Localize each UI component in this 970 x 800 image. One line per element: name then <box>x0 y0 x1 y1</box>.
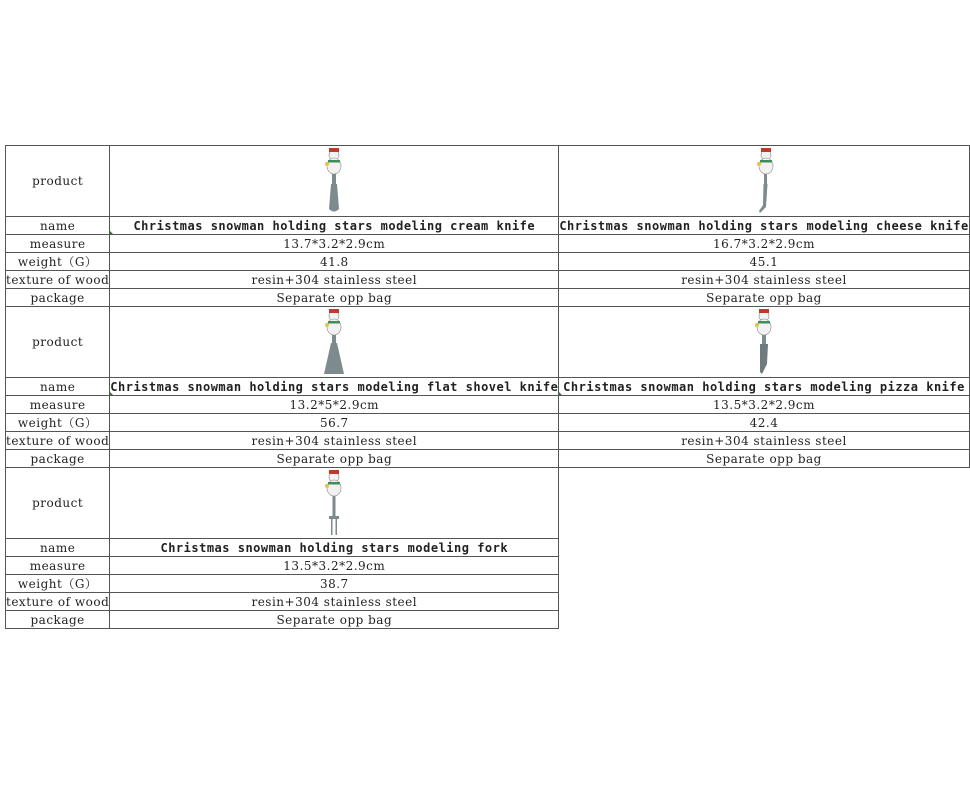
product-texture: resin+304 stainless steel <box>559 432 969 450</box>
name-label: name <box>6 217 110 235</box>
package-label: package <box>6 450 110 468</box>
name-label: name <box>6 378 110 396</box>
product-measure: 13.5*3.2*2.9cm <box>559 396 969 414</box>
product-image-cell <box>559 307 969 378</box>
product-name: Christmas snowman holding stars modeling pizza knife <box>559 378 969 396</box>
product-weight: 41.8 <box>110 253 559 271</box>
product-package: Separate opp bag <box>110 289 559 307</box>
cream-knife-icon <box>314 147 354 215</box>
flat-shovel-knife-icon <box>314 308 354 376</box>
product-image-cell <box>110 307 559 378</box>
product-package: Separate opp bag <box>559 289 969 307</box>
product-package: Separate opp bag <box>559 450 969 468</box>
product-measure: 13.2*5*2.9cm <box>110 396 559 414</box>
measure-label: measure <box>6 557 110 575</box>
product-measure: 13.5*3.2*2.9cm <box>110 557 559 575</box>
product-weight: 42.4 <box>559 414 969 432</box>
product-package: Separate opp bag <box>110 450 559 468</box>
texture-label: texture of wood <box>6 594 110 609</box>
product-weight: 56.7 <box>110 414 559 432</box>
product-name: Christmas snowman holding stars modeling cheese knife <box>559 218 969 233</box>
product-name: Christmas snowman holding stars modeling flat shovel knife <box>110 379 559 394</box>
product-texture: resin+304 stainless steel <box>110 593 559 611</box>
package-label: package <box>6 611 110 629</box>
product-texture: resin+304 stainless steel <box>559 271 969 289</box>
weight-label: weight（G） <box>6 414 110 432</box>
package-label: package <box>6 289 110 307</box>
product-texture: resin+304 stainless steel <box>110 432 559 450</box>
product-measure: 16.7*3.2*2.9cm <box>559 235 969 253</box>
product-weight: 45.1 <box>559 253 969 271</box>
measure-label: measure <box>6 235 110 253</box>
product-name: Christmas snowman holding stars modeling fork <box>110 539 559 557</box>
texture-label: texture of wood <box>6 433 110 448</box>
weight-label: weight（G） <box>6 575 110 593</box>
product-label: product <box>6 307 110 378</box>
measure-label: measure <box>6 396 110 414</box>
product-image-cell <box>110 468 559 539</box>
fork-icon <box>314 469 354 537</box>
product-weight: 38.7 <box>110 575 559 593</box>
weight-label: weight（G） <box>6 253 110 271</box>
product-package: Separate opp bag <box>110 611 559 629</box>
product-image-cell <box>110 146 559 217</box>
product-texture: resin+304 stainless steel <box>110 271 559 289</box>
product-image-cell <box>559 146 969 217</box>
product-spec-table <box>5 145 970 629</box>
name-label: name <box>6 539 110 557</box>
cheese-knife-icon <box>744 147 784 215</box>
product-name: Christmas snowman holding stars modeling cream knife <box>110 217 559 235</box>
product-label: product <box>6 468 110 539</box>
pizza-knife-icon <box>744 308 784 376</box>
product-label: product <box>6 146 110 217</box>
texture-label: texture of wood <box>6 272 110 287</box>
product-measure: 13.7*3.2*2.9cm <box>110 235 559 253</box>
